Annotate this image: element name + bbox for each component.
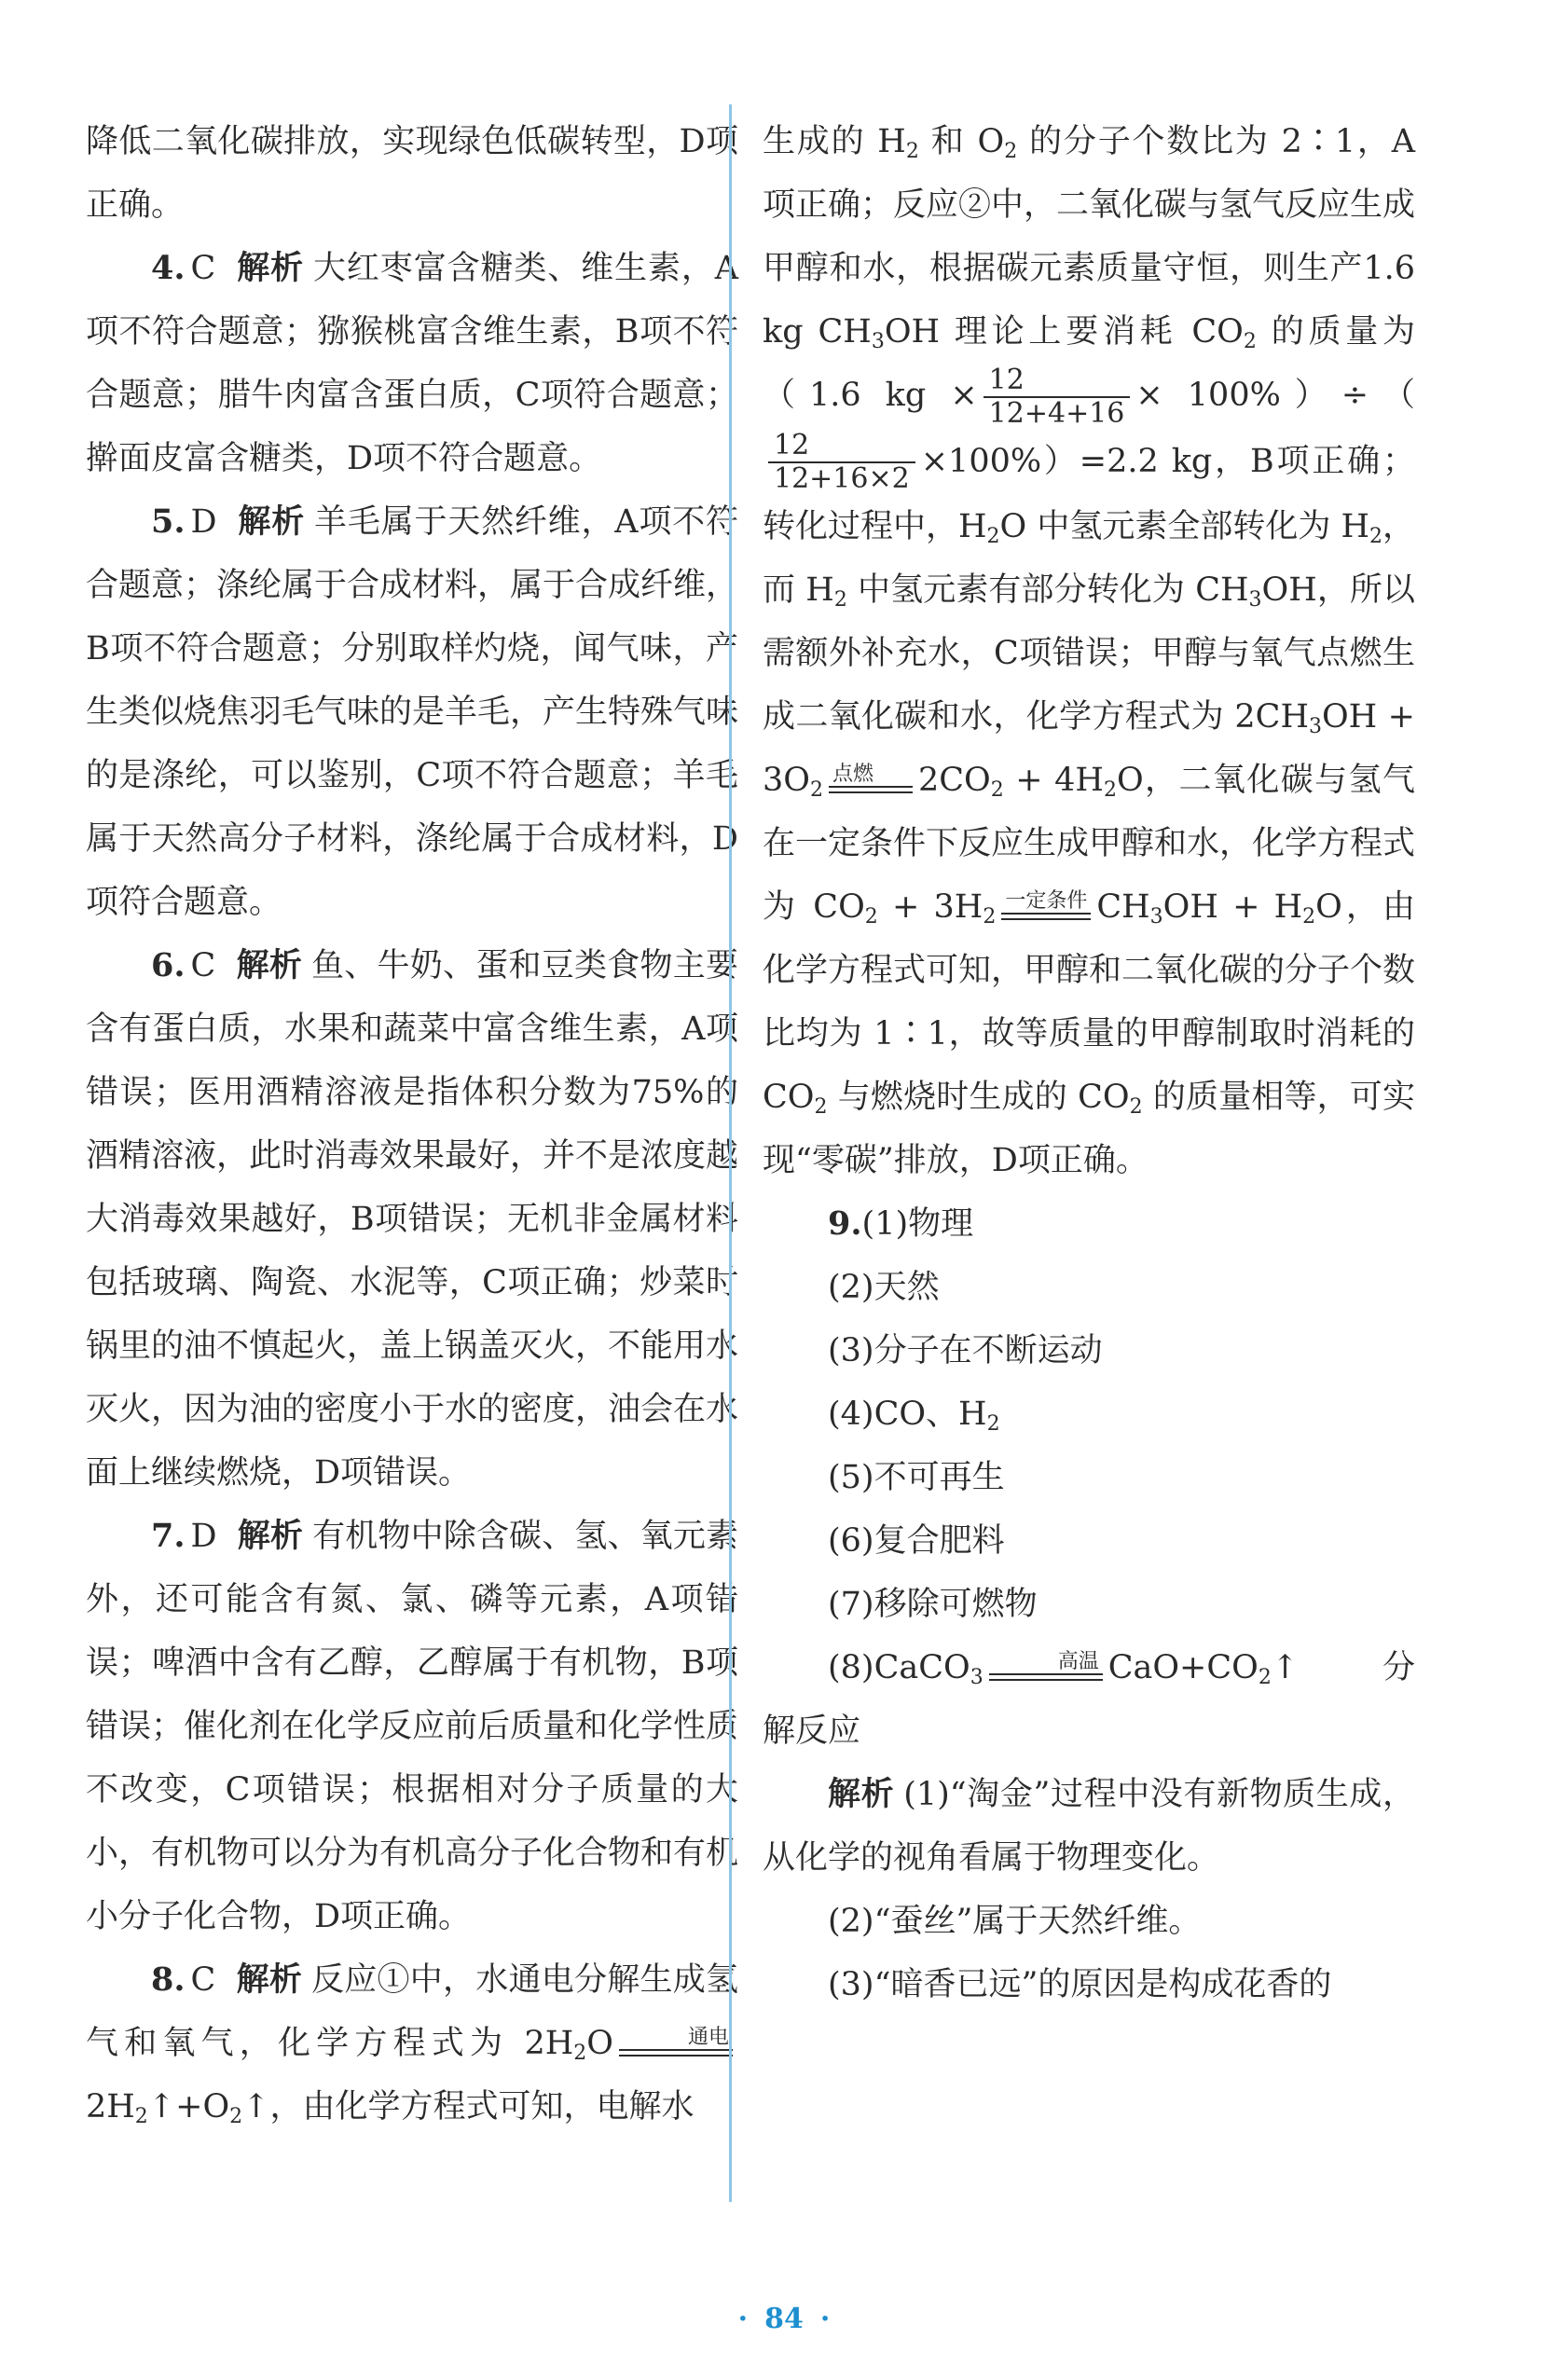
text: OH 理论上要消耗 CO xyxy=(884,313,1244,351)
denominator: 12+16×2 xyxy=(774,462,910,495)
text: 中氢元素有部分转化为 CH xyxy=(846,571,1249,609)
answer-letter: D xyxy=(190,503,217,541)
subscript: 2 xyxy=(986,1412,1000,1436)
footer-dot: · xyxy=(737,2303,749,2335)
answer-9-item-4 xyxy=(763,1382,1415,1446)
text: 的质量为（1.6 kg × xyxy=(763,313,1415,414)
subscript: 3 xyxy=(871,330,885,353)
analysis-text: (1)“淘金”过程中没有新物质生成，从化学的视角看属于物理变化。 xyxy=(763,1776,1415,1877)
analysis-9-item-3: (3)“暗香已远”的原因是构成花香的 xyxy=(828,1966,1332,2003)
sub-answer: (1)物理 xyxy=(861,1205,974,1243)
numerator: 12 xyxy=(983,365,1131,398)
text: CaO+CO xyxy=(1107,1649,1259,1686)
subscript: 2 xyxy=(864,905,878,929)
answer-9-item-2: (2)天然 xyxy=(828,1269,940,1306)
answer-8-continued xyxy=(763,110,1415,1192)
analysis-text: 反应①中，水通电分解生成氢气和氧气，化学方程式为 2H xyxy=(86,1961,738,2062)
fraction xyxy=(983,365,1131,430)
condition-label: 一定条件 xyxy=(1005,888,1088,913)
analysis-9-item-2: (2)“蚕丝”属于天然纤维。 xyxy=(828,1903,1202,1940)
denominator: 12+4+16 xyxy=(988,396,1125,430)
paragraph-continued: 降低二氧化碳排放，实现绿色低碳转型，D项正确。 xyxy=(86,123,738,224)
answer-9-item-8 xyxy=(763,1636,1415,1763)
text: OH + 3O xyxy=(763,698,1416,799)
question-number: 7. xyxy=(151,1517,186,1555)
subscript: 2 xyxy=(1302,905,1316,929)
condition-label: 高温 xyxy=(1057,1649,1099,1673)
numerator: 12 xyxy=(768,430,915,463)
text: 2CO xyxy=(917,762,991,799)
fraction xyxy=(768,430,915,495)
page-footer xyxy=(0,2303,1568,2335)
analysis-label: 解析 xyxy=(237,1518,304,1555)
reaction-condition xyxy=(619,2027,733,2064)
analysis-label: 解析 xyxy=(236,947,303,984)
analysis-text: 有机物中除含碳、氢、氧元素外，还可能含有氮、氯、磷等元素，A项错误；啤酒中含有乙醇，乙醇属于有机物，B项错误；催化剂在化学反应前后质量和化学性质不改变，C项错误；根据相对分子质量的大小，有机物可以分为有机高分子化合物和有机小分子化合物，D项正确。 xyxy=(86,1518,739,1935)
question-number: 6. xyxy=(151,946,186,984)
subscript: 2 xyxy=(983,905,997,929)
question-number: 9. xyxy=(828,1204,862,1243)
page-number: 84 xyxy=(764,2303,804,2335)
subscript: 2 xyxy=(990,778,1004,802)
answer-5 xyxy=(86,490,738,934)
analysis-text: 羊毛属于天然纤维，A项不符合题意；涤纶属于合成材料，属于合成纤维，B项不符合题意；分别取样灼烧，闻气味，产生类似烧焦羽毛气味的是羊毛，产生特殊气味的是涤纶，可以鉴别，C项不符合题意；羊毛属于天然高分子材料，涤纶属于合成材料，D项符合题意。 xyxy=(86,503,739,921)
text: 的质量相等，可实现“零碳”排放，D项正确。 xyxy=(763,1079,1415,1179)
subscript: 3 xyxy=(970,1666,983,1689)
answer-letter: C xyxy=(190,1961,216,1999)
analysis-label: 解析 xyxy=(236,250,305,287)
analysis-text: 鱼、牛奶、蛋和豆类食物主要含有蛋白质，水果和蔬菜中富含维生素，A项错误；医用酒精溶液是指体积分数为75%的酒精溶液，此时消毒效果最好，并不是浓度越大消毒效果越好，B项错误；无机非金属材料包括玻璃、陶瓷、水泥等，C项正确；炒菜时锅里的油不慎起火，盖上锅盖灭火，不能用水灭火，因为油的密度小于水的密度，油会在水面上继续燃烧，D项错误。 xyxy=(86,947,739,1492)
footer-dot: · xyxy=(819,2303,831,2335)
subscript: 2 xyxy=(833,588,847,612)
analysis-text: ↑，由化学方程式可知，电解水 xyxy=(242,2088,695,2125)
equals-sign xyxy=(619,2049,733,2056)
right-column xyxy=(763,110,1415,2016)
reaction-condition xyxy=(1001,890,1091,928)
answer-9-item-1 xyxy=(763,1192,1415,1256)
subscript: 2 xyxy=(986,525,1000,548)
analysis-label: 解析 xyxy=(237,503,306,541)
answer-9-item-3: (3)分子在不断运动 xyxy=(828,1332,1103,1369)
answer-9-item-5: (5)不可再生 xyxy=(828,1459,1005,1496)
subscript: 2 xyxy=(1004,140,1018,163)
text: + 4H xyxy=(1003,762,1104,799)
text: ，而 H xyxy=(763,508,1416,609)
answer-6 xyxy=(86,934,738,1505)
subscript: 2 xyxy=(1103,778,1117,802)
subscript: 2 xyxy=(1129,1095,1143,1119)
text: 与燃烧时生成的 CO xyxy=(827,1079,1130,1116)
analysis-9-item-1 xyxy=(763,1763,1415,1890)
answer-4 xyxy=(86,237,738,490)
equals-sign xyxy=(829,786,913,793)
subscript: 2 xyxy=(1243,330,1257,353)
subscript: 2 xyxy=(229,2105,243,2128)
answer-9-item-6: (6)复合肥料 xyxy=(828,1522,1005,1560)
answer-8 xyxy=(86,1948,738,2139)
subscript: 3 xyxy=(1248,588,1262,612)
analysis-text: O xyxy=(586,2025,613,2062)
text: × 100%）÷（ xyxy=(1135,377,1415,414)
question-number: 5. xyxy=(151,502,186,541)
text: O 中氢元素全部转化为 H xyxy=(999,508,1369,545)
subscript: 2 xyxy=(1258,1666,1272,1689)
column-divider xyxy=(729,104,732,2202)
analysis-label: 解析 xyxy=(236,1961,303,1999)
left-column xyxy=(86,110,738,2139)
subscript: 2 xyxy=(814,1095,828,1119)
answer-7 xyxy=(86,1505,738,1948)
condition-label: 通电 xyxy=(687,2025,729,2049)
text: ↑ 分解反应 xyxy=(763,1649,1415,1750)
text: 生成的 H xyxy=(763,123,906,160)
text: (4)CO、H xyxy=(828,1396,987,1433)
analysis-label: 解析 xyxy=(828,1776,895,1813)
equals-sign xyxy=(1001,913,1091,920)
question-number: 8. xyxy=(151,1960,186,1999)
subscript: 2 xyxy=(905,140,919,163)
answer-letter: C xyxy=(190,947,216,984)
answer-letter: D xyxy=(190,1518,217,1555)
reaction-condition xyxy=(829,763,913,801)
text: CH xyxy=(1096,888,1150,926)
text: 和 O xyxy=(918,123,1005,160)
text: ×100%）=2.2 kg，B项正确；转化过程中，H xyxy=(763,442,1415,545)
text: OH + H xyxy=(1162,888,1303,926)
equals-sign xyxy=(989,1673,1103,1681)
reaction-condition xyxy=(989,1651,1103,1688)
analysis-text: ↑+O xyxy=(147,2088,230,2125)
question-number: 4. xyxy=(151,249,186,287)
subscript: 2 xyxy=(573,2042,587,2065)
subscript: 2 xyxy=(809,778,823,802)
text: OH，所以需额外补充水，C项错误；甲醇与氧气点燃生成二氧化碳和水，化学方程式为 2CH xyxy=(763,571,1416,736)
text: 的分子个数比为 2∶1，A项正确；反应②中，二氧化碳与氢气反应生成甲醇和水，根据碳元素质量守恒，则生产1.6 kg CH xyxy=(763,123,1416,351)
text: + 3H xyxy=(877,888,983,926)
text: (8)CaCO xyxy=(828,1649,970,1686)
subscript: 3 xyxy=(1308,715,1322,738)
analysis-text: 2H xyxy=(86,2088,135,2125)
subscript: 2 xyxy=(134,2105,148,2128)
subscript: 2 xyxy=(1369,525,1382,548)
answer-letter: C xyxy=(190,250,216,287)
text: O，由化学方程式可知，甲醇和二氧化碳的分子个数比均为 1∶1，故等质量的甲醇制取时消耗的 CO xyxy=(763,888,1416,1116)
text: O，二氧化碳与氢气在一定条件下反应生成甲醇和水，化学方程式为 CO xyxy=(763,762,1416,926)
analysis-text: 大红枣富含糖类、维生素，A项不符合题意；猕猴桃富含维生素，B项不符合题意；腊牛肉富含蛋白质，C项符合题意；擀面皮富含糖类，D项不符合题意。 xyxy=(86,250,738,477)
subscript: 3 xyxy=(1149,905,1163,929)
condition-label: 点燃 xyxy=(832,762,873,786)
answer-9-item-7: (7)移除可燃物 xyxy=(828,1586,1038,1623)
